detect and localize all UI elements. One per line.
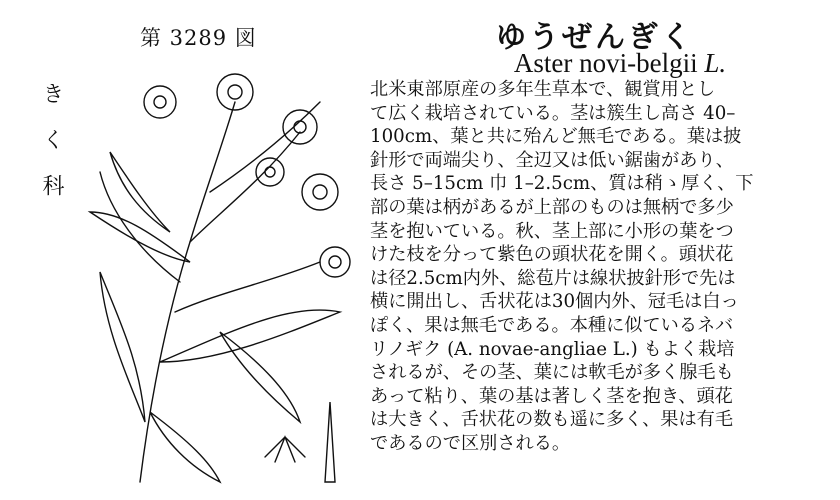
figure-number: 第 3289 図 bbox=[140, 26, 257, 50]
family-label: きく科 bbox=[39, 82, 64, 220]
description-line: は径2.5cm内外、総苞片は線状披針形で先は bbox=[370, 267, 736, 289]
description-line: あって粘り、葉の基は著しく茎を抱き、頭花 bbox=[370, 385, 733, 407]
description-line: ぽく、果は無毛である。本種に似ているネバ bbox=[370, 314, 734, 336]
description-line: であるので区別される。 bbox=[370, 432, 571, 454]
description-line: は大きく、舌状花の数も遥に多く、果は有毛 bbox=[370, 409, 734, 431]
description-line: 部の葉は柄があるが上部のものは無柄で多少 bbox=[370, 196, 734, 218]
scientific-author: L. bbox=[704, 48, 727, 78]
description-line: て広く栽培されている。茎は簇生し高さ 40– bbox=[370, 102, 736, 124]
description-line: 茎を抱いている。秋、茎上部に小形の葉をつ bbox=[370, 220, 734, 242]
description-line: されるが、その茎、葉には軟毛が多く腺毛も bbox=[370, 362, 734, 384]
species-scientific-name bbox=[440, 48, 800, 79]
botanical-illustration bbox=[70, 62, 370, 487]
description-line: けた枝を分って紫色の頭状花を開く。頭状花 bbox=[370, 244, 734, 266]
description-line: リノギク (A. novae-angliae L.) もよく栽培 bbox=[370, 338, 735, 360]
description-line: 100cm、葉と共に殆んど無毛である。葉は披 bbox=[370, 126, 742, 148]
description-line: 針形で両端尖り、全辺又は低い鋸歯があり、 bbox=[370, 149, 734, 171]
species-description bbox=[370, 78, 810, 456]
description-line: 北米東部原産の多年生草本で、観賞用とし bbox=[370, 79, 716, 100]
scientific-binomial: Aster novi-belgii bbox=[513, 48, 698, 78]
description-line: 長さ 5–15cm 巾 1–2.5cm、質は稍ゝ厚く、下 bbox=[370, 173, 754, 195]
species-japanese-name: ゆうぜんぎく bbox=[496, 20, 694, 55]
description-line: 横に開出し、舌状花は30個内外、冠毛は白っ bbox=[370, 291, 739, 313]
